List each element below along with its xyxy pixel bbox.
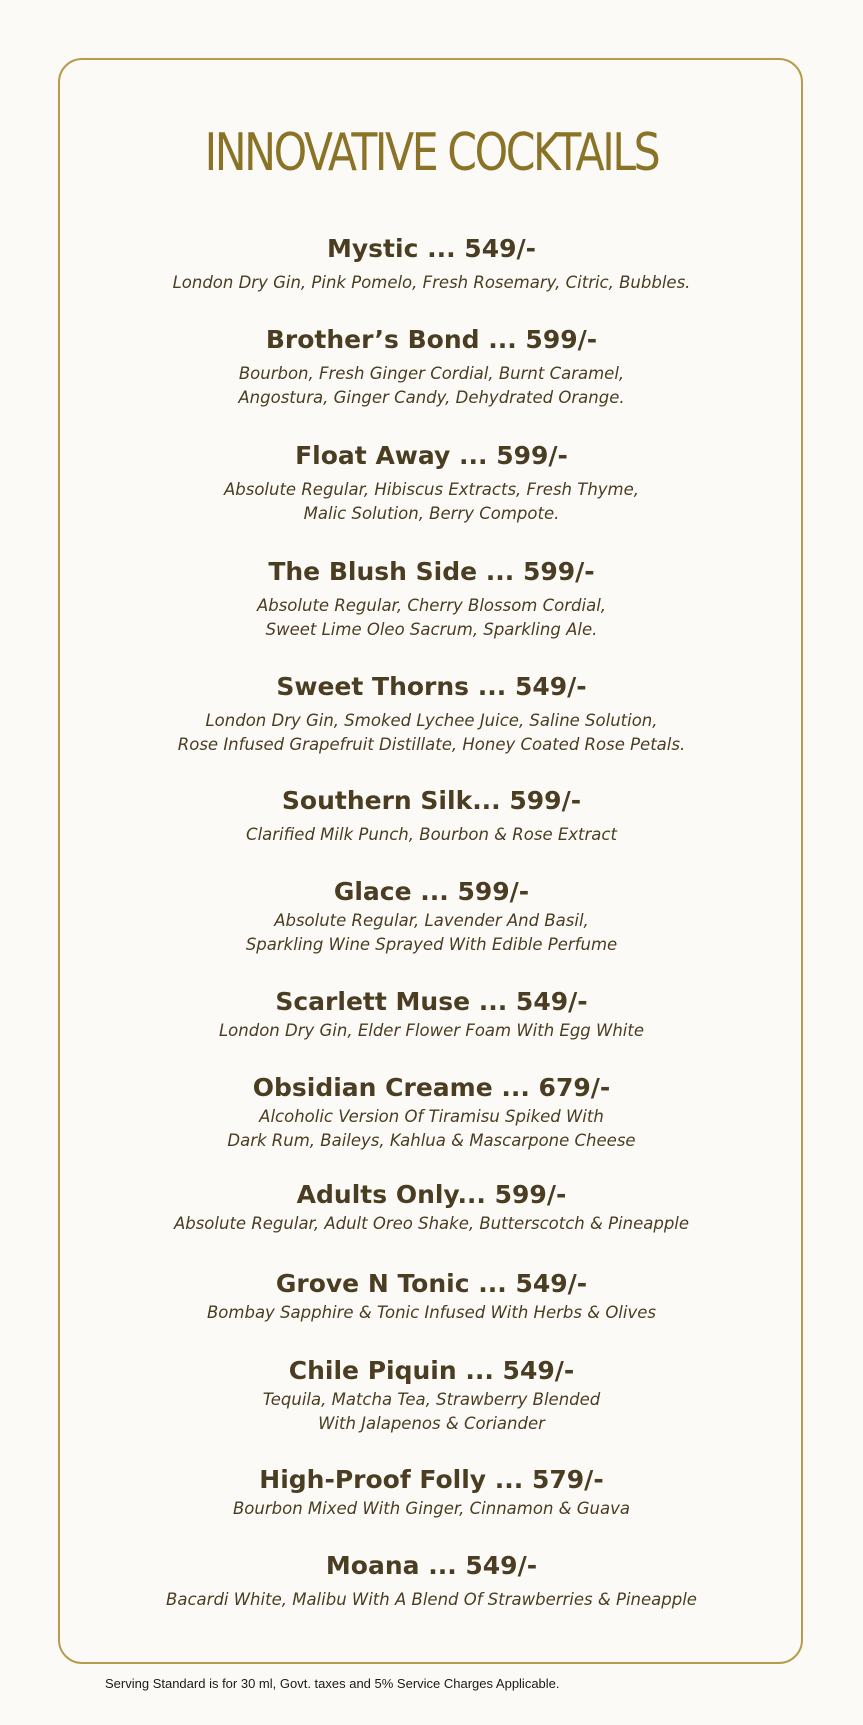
item-description: Alcoholic Version Of Tiramisu Spiked With — [259, 1107, 604, 1126]
menu-item-the-blush-side — [0, 555, 863, 641]
item-description: Malic Solution, Berry Compote. — [303, 503, 560, 523]
item-description: Rose Infused Grapefruit Distillate, Honey Coated Rose Petals. — [177, 734, 686, 754]
item-name: The Blush Side ... 599/- — [268, 557, 595, 586]
menu-item-sweet-thorns — [0, 670, 863, 756]
menu-item-obsidian-creame — [0, 1071, 863, 1152]
item-description: Sparkling Wine Sprayed With Edible Perfume — [245, 934, 618, 954]
item-name: Glace ... 599/- — [333, 877, 530, 906]
item-name: Mystic ... 549/- — [327, 234, 536, 263]
item-name: Obsidian Creame ... 679/- — [252, 1073, 611, 1102]
item-name: Chile Piquin ... 549/- — [288, 1356, 575, 1385]
item-description: Absolute Regular, Cherry Blossom Cordial, — [256, 596, 607, 615]
item-description: Bacardi White, Malibu With A Blend Of Strawberries & Pineapple — [166, 1590, 697, 1609]
item-name: Grove N Tonic ... 549/- — [275, 1269, 588, 1298]
item-name: Float Away ... 599/- — [295, 441, 568, 470]
item-name: High-Proof Folly ... 579/- — [259, 1465, 604, 1494]
item-description: Angostura, Ginger Candy, Dehydrated Orange. — [238, 387, 625, 407]
menu-item-mystic — [0, 232, 863, 295]
item-description: Dark Rum, Baileys, Kahlua & Mascarpone Cheese — [227, 1130, 636, 1150]
item-description: Sweet Lime Oleo Sacrum, Sparkling Ale. — [265, 619, 598, 639]
item-name: Adults Only... 599/- — [296, 1180, 567, 1209]
menu-item-adults-only — [0, 1178, 863, 1236]
item-description: Absolute Regular, Hibiscus Extracts, Fresh Thyme, — [223, 480, 640, 499]
menu-item-scarlett-muse — [0, 985, 863, 1043]
item-name: Brother’s Bond ... 599/- — [265, 325, 598, 354]
menu-item-brothers-bond — [0, 323, 863, 409]
item-name: Scarlett Muse ... 549/- — [275, 987, 588, 1016]
item-description: London Dry Gin, Smoked Lychee Juice, Saline Solution, — [205, 711, 658, 730]
item-description: Bourbon, Fresh Ginger Cordial, Burnt Caramel, — [238, 364, 625, 383]
menu-title: INNOVATIVE COCKTAILS — [204, 123, 659, 183]
item-name: Sweet Thorns ... 549/- — [276, 672, 587, 701]
item-description: London Dry Gin, Elder Flower Foam With Egg White — [218, 1021, 645, 1040]
item-description: With Jalapenos & Coriander — [318, 1413, 545, 1433]
menu-item-grove-n-tonic — [0, 1267, 863, 1325]
item-description: Bombay Sapphire & Tonic Infused With Herbs & Olives — [206, 1303, 656, 1322]
menu-item-moana — [0, 1549, 863, 1612]
item-name: Southern Silk... 599/- — [281, 786, 582, 815]
menu-item-high-proof-folly — [0, 1463, 863, 1521]
item-description: Absolute Regular, Adult Oreo Shake, Butterscotch & Pineapple — [173, 1214, 690, 1233]
item-description: Clarified Milk Punch, Bourbon & Rose Extract — [246, 825, 617, 844]
serving-note: Serving Standard is for 30 ml, Govt. taxes and 5% Service Charges Applicable. — [105, 1676, 560, 1691]
item-description: Tequila, Matcha Tea, Strawberry Blended — [262, 1390, 601, 1409]
menu-item-glace — [0, 875, 863, 956]
item-name: Moana ... 549/- — [325, 1551, 538, 1580]
menu-item-southern-silk — [0, 784, 863, 847]
menu-item-float-away — [0, 439, 863, 525]
item-description: London Dry Gin, Pink Pomelo, Fresh Rosemary, Citric, Bubbles. — [172, 273, 691, 292]
menu-item-chile-piquin — [0, 1354, 863, 1435]
item-description: Bourbon Mixed With Ginger, Cinnamon & Guava — [232, 1499, 630, 1518]
item-description: Absolute Regular, Lavender And Basil, — [274, 911, 589, 930]
